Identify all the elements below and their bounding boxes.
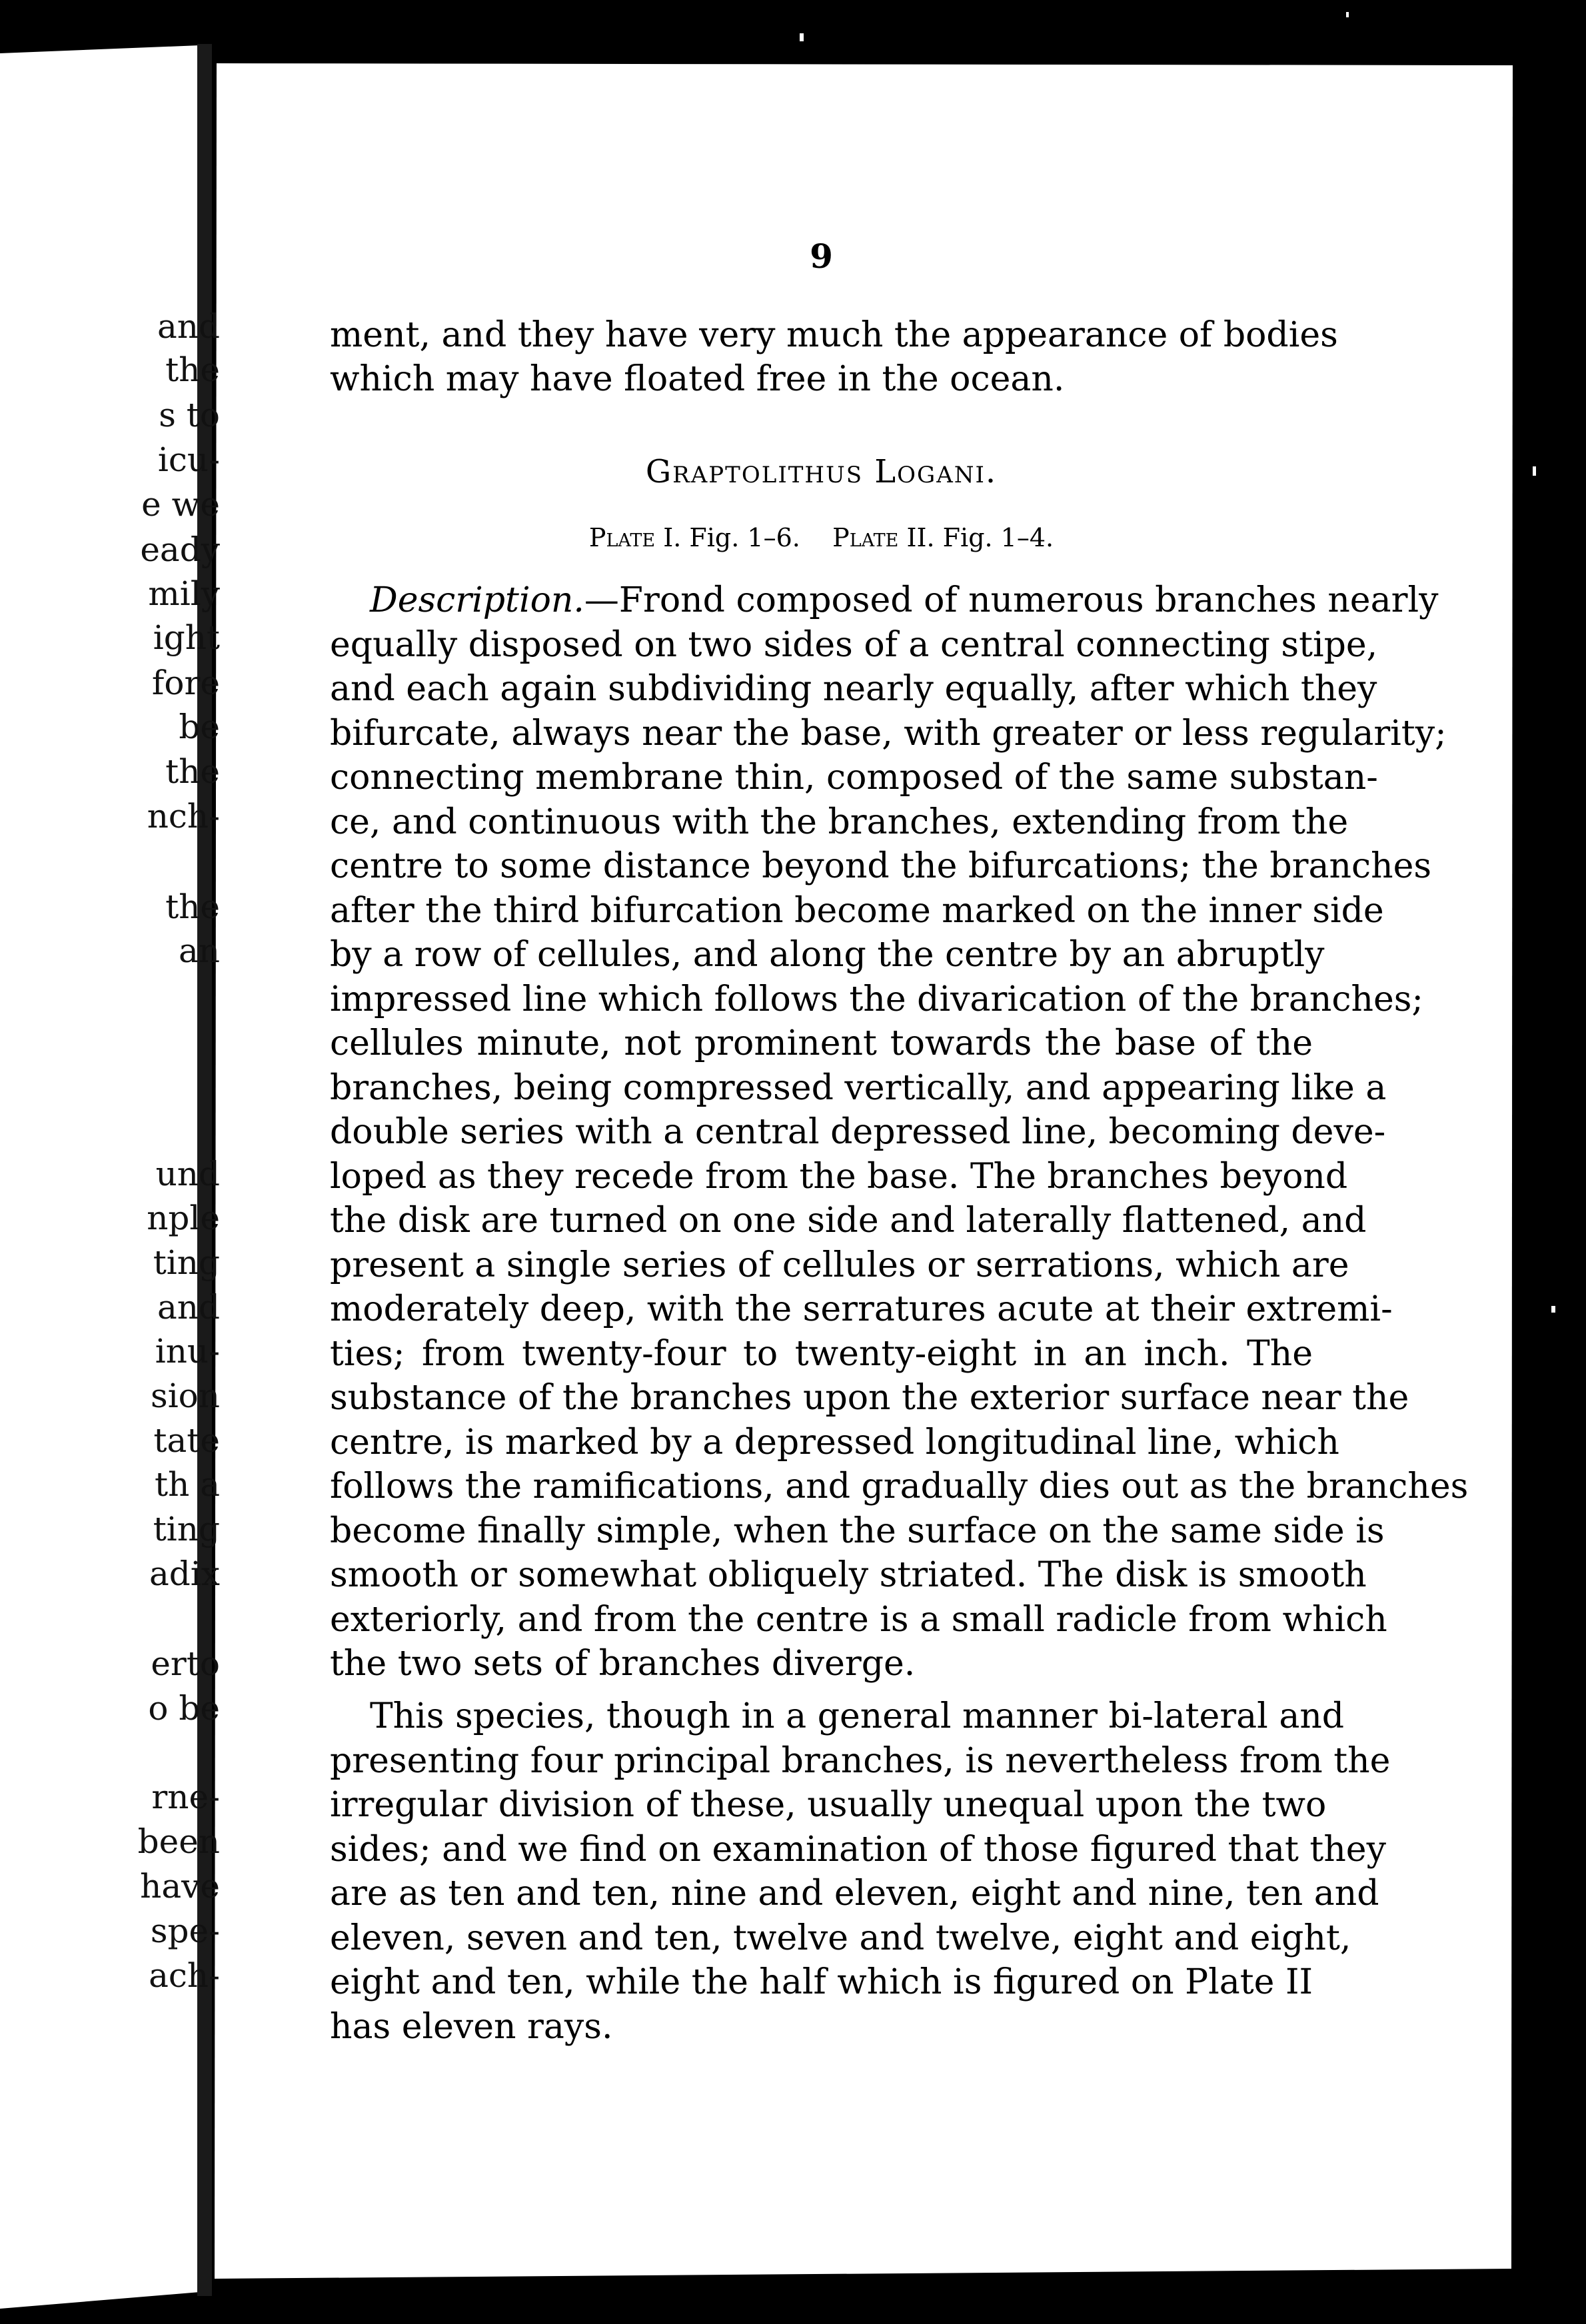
description-line: cellules minute, not prominent towards the base of the <box>330 1023 1313 1063</box>
description-line: by a row of cellules, and along the centre by an abruptly <box>330 935 1325 975</box>
description-line: present a single series of cellules or serrations, which are <box>330 1245 1349 1285</box>
left-page-fragment: adix <box>149 1554 220 1593</box>
description-text: —Frond composed of numerous branches nearly <box>584 580 1439 620</box>
description-line: bifurcate, always near the base, with greater or less regularity; <box>330 714 1447 754</box>
left-page-fragment: rne- <box>151 1778 220 1816</box>
left-page-fragment: ting <box>153 1243 220 1282</box>
left-page-fragment: sion <box>151 1377 220 1415</box>
plate-label: Plate <box>832 523 899 552</box>
left-page-fragment: and <box>157 307 220 346</box>
left-page-fragment: icu- <box>157 440 220 479</box>
description-line: follows the ramifications, and gradually dies out as the branches <box>330 1466 1469 1506</box>
description-line: double series with a central depressed line, becoming deve- <box>330 1112 1386 1152</box>
description-line: ce, and continuous with the branches, extending from the <box>330 802 1349 842</box>
plate-ref: II. Fig. 1–4. <box>906 523 1054 552</box>
description-line: ties; from twenty-four to twenty-eight in an inch. The <box>330 1334 1313 1374</box>
plate-references <box>330 523 1313 552</box>
closing-line: are as ten and ten, nine and eleven, eight and nine, ten and <box>330 1874 1379 1914</box>
page-number: 9 <box>810 237 833 276</box>
left-page-fragment: und <box>155 1155 220 1193</box>
left-page-fragment: ach- <box>149 1956 220 1995</box>
left-page-fragment: an <box>178 931 220 970</box>
description-line: substance of the branches upon the exterior surface near the <box>330 1378 1409 1418</box>
description-line: after the third bifurcation become marked on the inner side <box>330 891 1384 931</box>
left-page-fragment: the <box>165 350 220 389</box>
closing-line: sides; and we find on examination of those figured that they <box>330 1830 1386 1870</box>
left-page-fragment: nple <box>147 1199 220 1237</box>
opening-line: ment, and they have very much the appearance of bodies <box>330 315 1338 355</box>
description-line: moderately deep, with the serratures acute at their extremi- <box>330 1289 1393 1329</box>
description-line: centre to some distance beyond the bifurcations; the branches <box>330 846 1432 886</box>
left-page-fragment: the <box>165 887 220 926</box>
left-page-fragment: have <box>140 1867 220 1906</box>
description-line: the disk are turned on one side and laterally flattened, and <box>330 1201 1367 1241</box>
left-page-fragment: ight <box>153 618 220 657</box>
description-line: and each again subdividing nearly equally, after which they <box>330 669 1377 709</box>
description-line: branches, being compressed vertically, and appearing like a <box>330 1068 1387 1108</box>
left-page-fragment: be <box>179 708 220 746</box>
closing-line: irregular division of these, usually unequal upon the two <box>330 1785 1327 1825</box>
left-page-fragment: s to <box>159 396 220 434</box>
description-line: become finally simple, when the surface on the same side is <box>330 1511 1385 1551</box>
plate-ref: I. Fig. 1–6. <box>663 523 800 552</box>
description-line <box>330 580 1439 620</box>
left-page-fragment: nch- <box>147 797 220 836</box>
plate-label: Plate <box>588 523 656 552</box>
description-line: the two sets of branches diverge. <box>330 1644 916 1684</box>
left-page-fragment: and <box>157 1288 220 1327</box>
closing-line: This species, though in a general manner bi-lateral and <box>370 1696 1345 1736</box>
left-page-fragment: mily <box>148 574 220 613</box>
description-line: equally disposed on two sides of a central connecting stipe, <box>330 625 1378 665</box>
left-page-fragment: erto <box>151 1644 220 1683</box>
left-page-fragment: th a <box>155 1465 220 1504</box>
section-heading: Graptolithus Logani. <box>645 453 998 490</box>
closing-line: has eleven rays. <box>330 2007 613 2047</box>
description-line: impressed line which follows the divarication of the branches; <box>330 979 1423 1019</box>
left-page-fragment: ting <box>153 1510 220 1548</box>
left-page-fragment: tate <box>153 1421 220 1460</box>
description-label: Description. <box>370 580 584 620</box>
left-page-fragment: fore <box>151 664 220 702</box>
closing-line: presenting four principal branches, is nevertheless from the <box>330 1741 1391 1781</box>
description-line: connecting membrane thin, composed of the same substan- <box>330 758 1378 798</box>
description-line: loped as they recede from the base. The branches beyond <box>330 1157 1348 1197</box>
left-page-fragment: e we <box>141 485 220 524</box>
left-page-fragment: the <box>165 752 220 791</box>
closing-line: eleven, seven and ten, twelve and twelve, eight and eight, <box>330 1918 1351 1958</box>
left-page-fragment: eady <box>140 530 220 569</box>
left-page-fragment: inu- <box>155 1332 220 1371</box>
left-page-fragment: been <box>137 1822 220 1861</box>
description-line: exteriorly, and from the centre is a small radicle from which <box>330 1600 1387 1640</box>
description-line: centre, is marked by a depressed longitudinal line, which <box>330 1423 1339 1462</box>
left-page-fragment: spe- <box>150 1912 220 1950</box>
left-page-fragment: o be <box>148 1689 220 1728</box>
description-line: smooth or somewhat obliquely striated. The disk is smooth <box>330 1555 1367 1595</box>
closing-line: eight and ten, while the half which is figured on Plate II <box>330 1962 1313 2002</box>
opening-line: which may have floated free in the ocean. <box>330 359 1065 399</box>
